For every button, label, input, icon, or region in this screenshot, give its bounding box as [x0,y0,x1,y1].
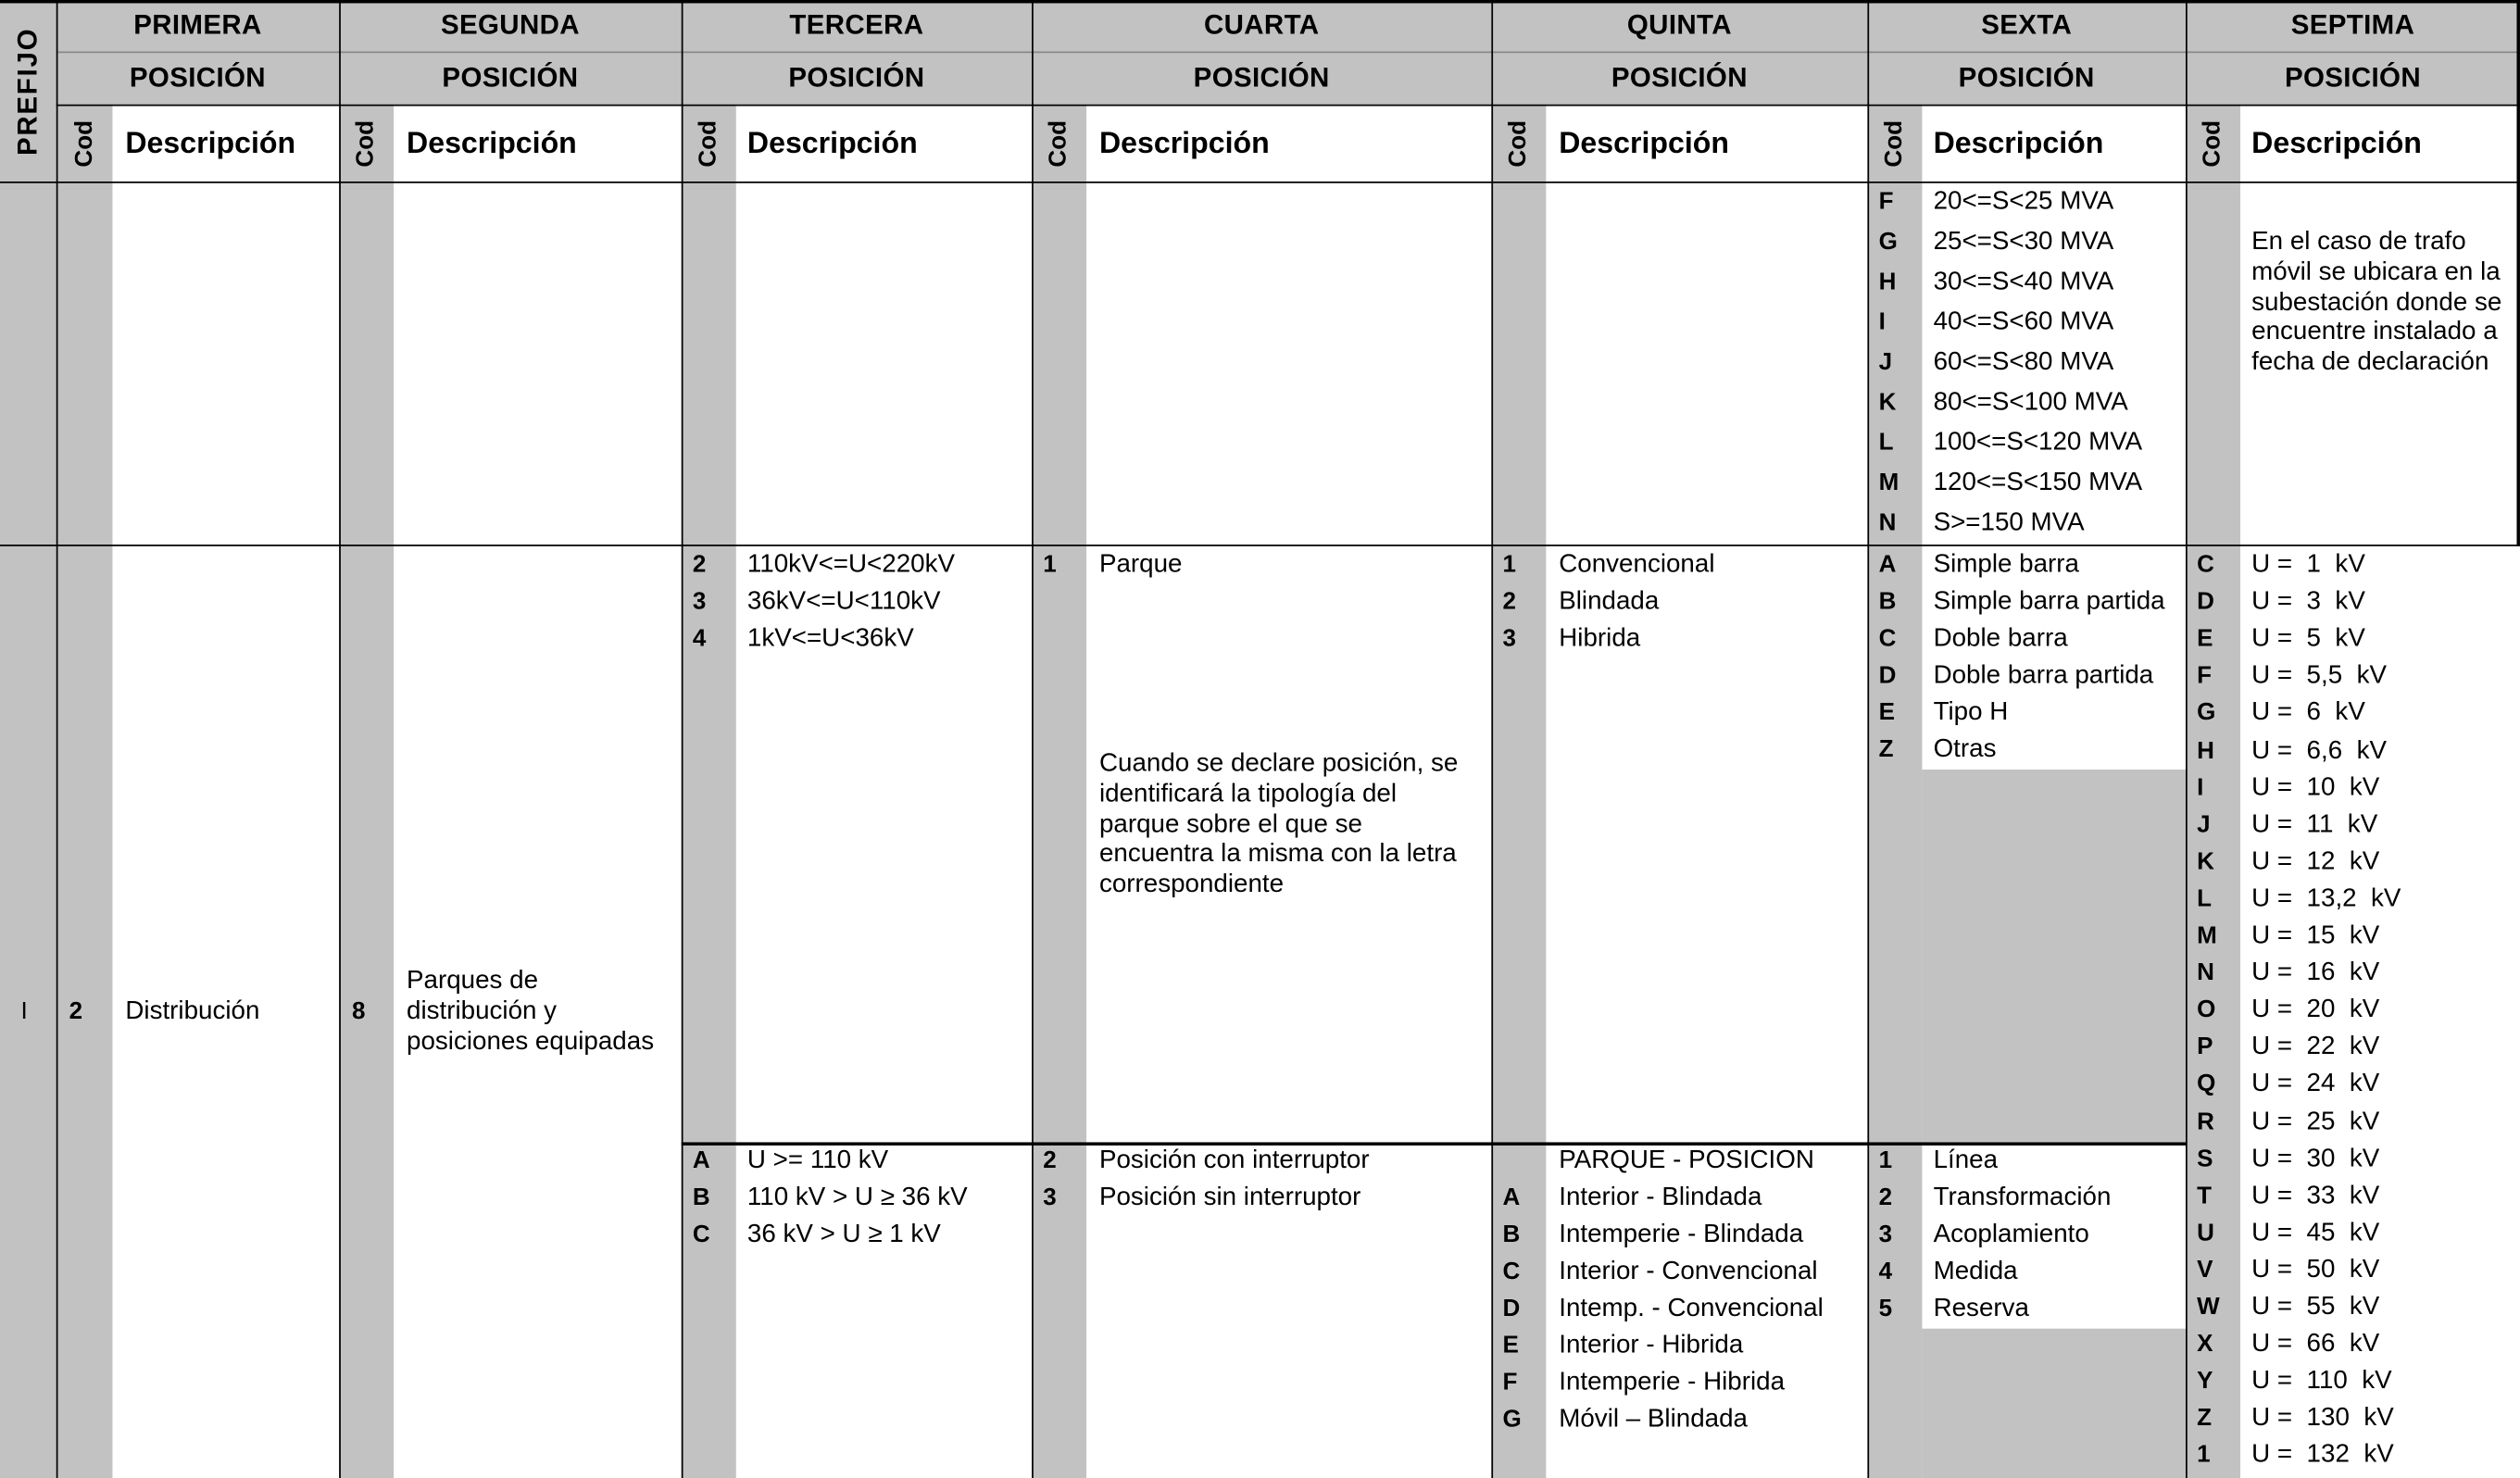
code-cell: E [1502,1332,1519,1359]
code-cell: D [1878,661,1897,690]
desc-cell: 25<=S<30 MVA [1933,228,2114,256]
sexta-desc-header: Descripción [1933,125,2104,159]
code-cell: C [692,1221,710,1248]
septima-label: POSICIÓN [2284,61,2421,93]
desc-cell: Posición con interruptor [1098,1146,1370,1175]
code-cell: B [692,1184,710,1212]
vline-1 [338,0,341,1478]
code-cell: M [2197,921,2217,950]
primera-ordinal: PRIMERA [133,9,262,41]
desc-cell: U = 110 kV [2251,1367,2392,1396]
sexta-code-bg [1867,105,1922,1478]
desc-cell: U = 5,5 kV [2251,662,2388,690]
code-cell: 1 [2197,1441,2211,1470]
primera-cod-header: Cod [70,119,98,167]
code-cell: I [1878,308,1886,336]
segunda-label: POSICIÓN [442,61,579,93]
desc-cell: U = 55 kV [2251,1293,2380,1321]
code-cell: O [2197,996,2216,1024]
code-cell: C [1878,624,1897,653]
desc-cell: Línea [1933,1146,1999,1175]
desc-cell: Doble barra partida [1933,661,2154,690]
tercera-label: POSICIÓN [788,61,925,93]
code-cell: 2 [1043,1146,1057,1175]
line-header-bottom [56,104,2520,106]
quinta-label: POSICIÓN [1611,61,1748,93]
desc-cell: Intemp. - Convencional [1559,1295,1824,1322]
cuarta-code: 1 [1043,551,1057,579]
segunda-desc-header: Descripción [407,125,577,159]
desc-cell: U = 22 kV [2251,1033,2380,1061]
cuarta-cod-header: Cod [1045,119,1073,167]
code-cell: Y [2197,1367,2213,1396]
line-section-divider [0,544,2520,546]
desc-cell: 120<=S<150 MVA [1933,469,2143,497]
desc-cell: 40<=S<60 MVA [1933,308,2114,336]
vline-3 [1031,0,1034,1478]
desc-cell: U = 130 kV [2251,1404,2394,1433]
code-cell: 2 [1878,1184,1893,1212]
code-cell: F [2197,662,2213,690]
code-cell: F [1502,1369,1518,1397]
desc-cell: U = 5 kV [2251,625,2365,653]
line-header-mid [56,51,2520,53]
code-cell: C [2197,551,2214,579]
septima-cod-header: Cod [2199,119,2227,167]
desc-cell: U = 12 kV [2251,847,2380,876]
desc-cell: Simple barra partida [1933,587,2165,616]
prefix-value: I [20,997,28,1025]
code-cell: S [2197,1145,2213,1172]
desc-cell: Convencional [1559,551,1715,579]
desc-cell: U = 3 kV [2251,588,2365,616]
code-cell: X [2197,1330,2213,1359]
code-cell: 3 [1043,1184,1057,1212]
desc-cell: Hibrida [1559,624,1641,653]
desc-cell: U = 132 kV [2251,1441,2394,1470]
desc-cell: U = 11 kV [2251,810,2378,839]
tercera-cod-header: Cod [695,119,723,167]
tercera-desc-header: Descripción [746,125,918,159]
line-sub-divider [682,1142,2186,1145]
code-cell: Z [1878,735,1894,764]
cuarta-desc-header: Descripción [1098,125,1270,159]
desc-cell: 30<=S<40 MVA [1933,268,2114,296]
desc-cell: Interior - Convencional [1559,1258,1818,1285]
code-cell: 4 [1878,1258,1893,1285]
desc-cell: U = 1 kV [2251,551,2365,579]
segunda-ordinal: SEGUNDA [440,9,580,41]
code-cell: K [2197,847,2214,876]
code-cell: K [1878,388,1897,417]
sexta-ordinal: SEXTA [1981,9,2073,41]
vline-0 [56,0,58,1478]
quinta-desc-header: Descripción [1559,125,1730,159]
code-cell: G [2197,699,2216,727]
sexta-cod-header: Cod [1881,119,1909,167]
code-cell: N [2197,958,2214,987]
code-cell: 3 [1502,624,1516,653]
vline-5 [1867,0,1870,1478]
code-cell: E [2197,625,2213,653]
cuarta-label: POSICIÓN [1193,61,1330,93]
desc-cell: U = 10 kV [2251,773,2380,801]
code-cell: 1 [1878,1146,1893,1175]
code-cell: 5 [1878,1295,1893,1322]
desc-cell: Acoplamiento [1933,1221,2089,1248]
code-cell: L [1878,429,1894,457]
code-cell: F [1878,187,1894,216]
code-cell: D [2197,588,2214,616]
code-cell: M [1878,469,1899,497]
code-cell: D [1502,1295,1521,1322]
segunda-desc: Parques de distribución y posiciones equipadas [407,967,655,1056]
desc-cell: U = 45 kV [2251,1219,2380,1246]
code-cell: 3 [692,587,707,616]
desc-cell: 100<=S<120 MVA [1933,429,2143,457]
desc-cell: Doble barra [1933,624,2068,653]
code-cell: N [1878,508,1897,537]
line-subheader-bottom [0,181,2520,183]
desc-cell: Intemperie - Blindada [1559,1221,1804,1248]
code-cell: 4 [692,624,707,653]
prefix-column-bg [0,0,56,1478]
code-cell: A [1502,1184,1521,1212]
vline-6 [2185,0,2188,1478]
desc-cell: U = 50 kV [2251,1256,2380,1284]
desc-cell: 1kV<=U<36kV [746,624,914,653]
code-cell: 3 [1878,1221,1893,1248]
desc-cell: Interior - Blindada [1559,1184,1762,1212]
vline-4 [1490,0,1493,1478]
desc-cell: U = 16 kV [2251,958,2380,987]
code-cell: B [1502,1221,1521,1248]
primera-desc-header: Descripción [125,125,296,159]
desc-cell: Transformación [1933,1184,2112,1212]
desc-cell: Intemperie - Hibrida [1559,1369,1786,1397]
desc-cell: 110kV<=U<220kV [746,551,956,579]
desc-cell: U = 6 kV [2251,699,2365,727]
desc-cell: Interior - Hibrida [1559,1332,1744,1359]
cuarta-desc: Parque [1098,551,1183,579]
desc-cell: S>=150 MVA [1933,508,2085,537]
line-top-right [0,0,2520,3]
prefix-header: PREFIJO [12,26,43,156]
code-cell: J [1878,348,1893,376]
segunda-code: 8 [352,997,366,1025]
code-cell: A [692,1146,710,1175]
sexta-desc-filler-bg [1922,770,2186,1142]
quinta-cod-header: Cod [1505,119,1533,167]
code-cell: R [2197,1108,2214,1135]
septima-note: En el caso de trafo móvil se ubicara en la subestación donde se encuentre instalado a fecha de declaración [2251,228,2502,377]
desc-cell: Reserva [1933,1295,2029,1322]
desc-cell: 20<=S<25 MVA [1933,187,2114,216]
desc-cell: 60<=S<80 MVA [1933,348,2114,376]
code-cell: G [1502,1405,1522,1434]
code-cell: I [2197,773,2204,801]
code-cell: H [2197,736,2214,764]
septima-desc-header: Descripción [2251,125,2422,159]
desc-cell: U = 66 kV [2251,1330,2380,1359]
tercera-code-bg [682,105,736,1478]
code-cell: G [1878,228,1898,256]
desc-cell: 80<=S<100 MVA [1933,388,2128,417]
desc-cell: U = 6,6 kV [2251,736,2388,764]
desc-cell: 110 kV > U ≥ 36 kV [746,1184,968,1212]
cuarta-code-bg [1032,105,1086,1478]
cuarta-ordinal: CUARTA [1203,9,1320,41]
sexta-label: POSICIÓN [1958,61,2095,93]
desc-cell: U >= 110 kV [746,1146,889,1175]
code-cell: Q [2197,1071,2216,1098]
desc-cell: U = 30 kV [2251,1145,2380,1172]
primera-code: 2 [69,997,83,1025]
desc-cell: U = 24 kV [2251,1071,2380,1098]
desc-cell: U = 25 kV [2251,1108,2380,1135]
segunda-cod-header: Cod [352,119,381,167]
code-cell: V [2197,1256,2213,1284]
code-cell: J [2197,810,2211,839]
code-cell: L [2197,884,2213,913]
code-cell: P [2197,1033,2213,1061]
code-cell: 2 [1502,587,1516,616]
primera-label: POSICIÓN [129,61,266,93]
desc-cell: Medida [1933,1258,2018,1285]
desc-cell: Otras [1933,735,1997,764]
quinta-ordinal: QUINTA [1626,9,1732,41]
code-cell: U [2197,1219,2214,1246]
code-cell: W [2197,1293,2220,1321]
tercera-ordinal: TERCERA [789,9,924,41]
code-cell: 1 [1502,551,1516,579]
desc-cell: Blindada [1559,587,1660,616]
code-cell: E [1878,698,1895,727]
code-cell: A [1878,551,1897,579]
septima-ordinal: SEPTIMA [2290,9,2415,41]
desc-cell: 36kV<=U<110kV [746,587,941,616]
code-cell: C [1502,1258,1521,1285]
quinta-lower-title: PARQUE - POSICION [1559,1146,1814,1175]
primera-desc: Distribución [125,997,260,1025]
desc-cell: U = 20 kV [2251,996,2380,1024]
code-cell: 2 [692,551,707,579]
code-cell: Z [2197,1404,2213,1433]
desc-cell: Tipo H [1933,698,2009,727]
segunda-code-bg [339,105,394,1478]
cuarta-note: Cuando se declare posición, se identificará la tipología del parque sobre el que se encuentra la misma con la letra correspondiente [1098,750,1459,899]
desc-cell: 36 kV > U ≥ 1 kV [746,1221,941,1248]
vline-2 [681,0,683,1478]
code-cell: H [1878,268,1897,296]
code-cell: B [1878,587,1897,616]
desc-cell: Simple barra [1933,551,2079,579]
desc-cell: U = 33 kV [2251,1182,2380,1209]
desc-cell: Posición sin interruptor [1098,1184,1361,1212]
code-cell: T [2197,1182,2213,1209]
desc-cell: U = 15 kV [2251,921,2380,950]
sexta-desc-filler-bg-2 [1922,1329,2186,1478]
desc-cell: Móvil – Blindada [1559,1405,1748,1434]
desc-cell: U = 13,2 kV [2251,884,2401,913]
primera-code-bg [56,105,113,1478]
